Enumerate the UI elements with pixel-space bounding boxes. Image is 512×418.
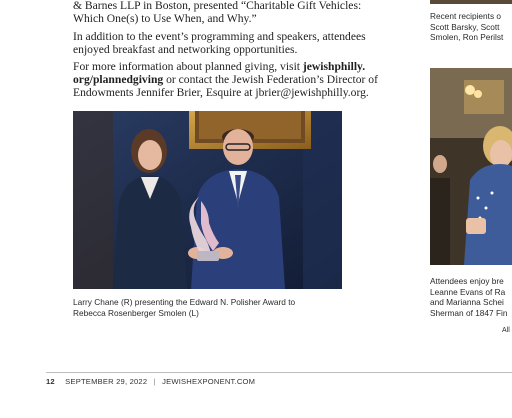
main-photo-caption: Larry Chane (R) presenting the Edward N. Polisher Award to Rebecca Rosenberger Smolen (L)	[73, 297, 296, 318]
page-footer	[46, 377, 255, 386]
text-line: org/plannedgiving or contact the Jewish Federation’s Director of	[73, 73, 378, 86]
text-line: & Barnes LLP in Boston, presented “Charitable Gift Vehicles:	[73, 0, 362, 12]
recipients-caption: Recent recipients o Scott Barsky, Scott Smolen, Ron Perilst	[430, 11, 504, 42]
award-photo-illustration	[73, 111, 342, 289]
text-line: enjoyed breakfast and networking opportunities.	[73, 43, 298, 56]
footer-divider	[46, 372, 512, 373]
footer-separator: |	[153, 377, 156, 386]
article-paragraph-programming	[73, 30, 413, 56]
award-presentation-photo	[73, 111, 342, 289]
attendees-photo-illustration	[430, 68, 512, 265]
site-name[interactable]: JEWISHEXPONENT.COM	[162, 377, 256, 386]
planned-giving-link-cont[interactable]: org/plannedgiving	[73, 73, 164, 86]
text-line: For more information about planned giving, visit jewishphilly.	[73, 60, 366, 73]
recipients-photo-edge	[430, 0, 512, 4]
attendees-photo	[430, 68, 512, 265]
attendees-caption: Attendees enjoy bre Leanne Evans of Ra and Marianna Schei Sherman of 1847 Fin	[430, 276, 508, 318]
page-number: 12	[46, 377, 55, 386]
article-paragraph-contact	[73, 60, 413, 99]
text-line: Which One(s) to Use When, and Why.”	[73, 12, 257, 25]
photo-credit: All	[502, 327, 510, 334]
text-line: Endowments Jennifer Brier, Esquire at jbrier@jewishphilly.org.	[73, 86, 369, 99]
issue-date: SEPTEMBER 29, 2022	[65, 377, 148, 386]
text-line: In addition to the event’s programming and speakers, attendees	[73, 30, 366, 43]
article-paragraph-intro	[73, 0, 413, 25]
planned-giving-link[interactable]: jewishphilly.	[302, 60, 366, 73]
